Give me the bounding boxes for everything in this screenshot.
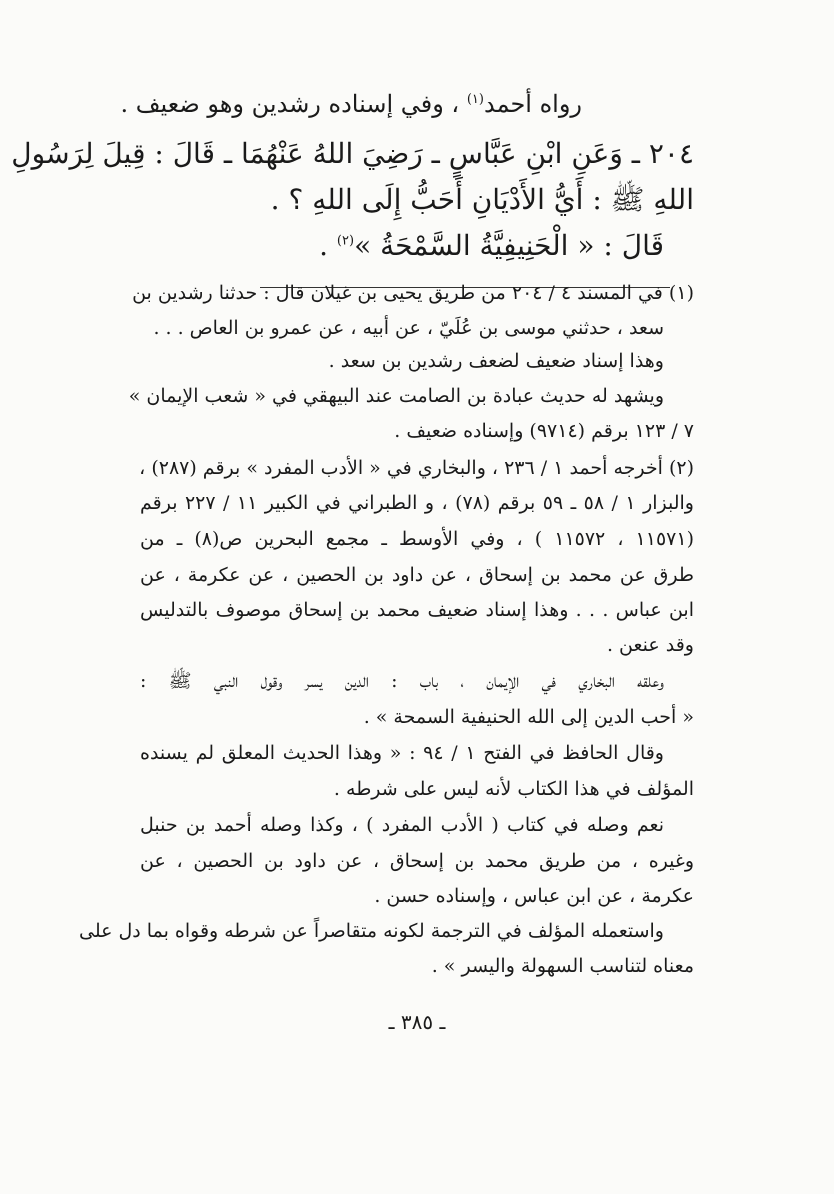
footnote-2-line-1: (٢) أخرجه أحمد ١ / ٢٣٦ ، والبخاري في « الأدب المفرد » برقم (٢٨٧) ،: [139, 457, 694, 479]
hadith-line-2: اللهِ ﷺ : أَيُّ الأَدْيَانِ أَحَبُّ إِلَى اللهِ ؟ .: [270, 183, 694, 216]
main-line-1-text: رواه أحمد: [483, 90, 582, 118]
footnote-2-line-10: المؤلف في هذا الكتاب لأنه ليس على شرطه .: [333, 778, 694, 800]
footnote-2-line-9: وقال الحافظ في الفتح ١ / ٩٤ : « وهذا الحديث المعلق لم يسنده: [140, 742, 664, 764]
main-line-1-rest: ، وفي إسناده رشدين وهو ضعيف .: [120, 90, 460, 118]
footnote-2-line-15: معناه لتناسب السهولة واليسر » .: [431, 955, 694, 977]
hadith-line-1: ٢٠٤ ـ وَعَنِ ابْنِ عَبَّاسٍ ـ رَضِيَ اللهُ عَنْهُمَا ـ قَالَ : قِيلَ لِرَسُولِ: [11, 137, 694, 170]
footnote-2-line-3: (١١٥٧١ ، ١١٥٧٢ ) ، وفي الأوسط ـ مجمع البحرين ص(٨) ـ من: [140, 528, 694, 550]
footnote-1-line-1: (١) في المسند ٤ / ٢٠٤ من طريق يحيى بن غيلان قال : حدثنا رشدين بن: [132, 282, 694, 304]
hadith-line-3: [319, 229, 664, 262]
hadith-line-3-end: .: [319, 229, 329, 262]
footnote-2-line-11: نعم وصله في كتاب ( الأدب المفرد ) ، وكذا وصله أحمد بن حنبل: [140, 814, 664, 836]
footnote-2-line-5: ابن عباس . . . وهذا إسناد ضعيف محمد بن إسحاق موصوف بالتدليس: [140, 599, 694, 621]
hadith-answer: قَالَ : « الْحَنِيفِيَّةُ السَّمْحَةُ »: [354, 229, 664, 262]
main-line-1: [120, 92, 582, 116]
footnote-2-line-14: واستعمله المؤلف في الترجمة لكونه متقاصراً عن شرطه وقواه بما دل على: [78, 920, 664, 942]
footnote-2-line-2: والبزار ١ / ٥٨ ـ ٥٩ برقم (٧٨) ، و الطبراني في الكبير ١١ / ٢٢٧ برقم: [140, 492, 694, 514]
footnote-1-line-3: وهذا إسناد ضعيف لضعف رشدين بن سعد .: [328, 350, 664, 372]
footnote-ref-1: (١): [466, 92, 484, 107]
footnote-1-line-5: ٧ / ١٢٣ برقم (٩٧١٤) وإسناده ضعيف .: [394, 420, 694, 442]
footnote-2-line-4: طرق عن محمد بن إسحاق ، عن داود بن الحصين ، عن عكرمة ، عن: [140, 564, 694, 586]
footnote-1-line-2: سعد ، حدثني موسى بن عُلَيّ ، عن أبيه ، عن عمرو بن العاص . . .: [153, 317, 664, 339]
footnote-2-line-7: وعلقه البخاري في الإيمان ، باب : الدين يسر وقول النبي ﷺ :: [140, 670, 664, 692]
footnote-2-line-8: « أحب الدين إلى الله الحنيفية السمحة » .: [363, 706, 694, 728]
footnote-2-line-13: عكرمة ، عن ابن عباس ، وإسناده حسن .: [374, 885, 694, 907]
page-number: ـ ٣٨٥ ـ: [388, 1010, 446, 1034]
footnote-ref-2: (٢): [336, 233, 355, 249]
footnote-2-line-6: وقد عنعن .: [606, 634, 694, 656]
footnote-1-line-4: ويشهد له حديث عبادة بن الصامت عند البيهقي في « شعب الإيمان »: [128, 385, 664, 407]
footnote-2-line-12: وغيره ، من طريق محمد بن إسحاق ، عن داود بن الحصين ، عن: [140, 850, 694, 872]
